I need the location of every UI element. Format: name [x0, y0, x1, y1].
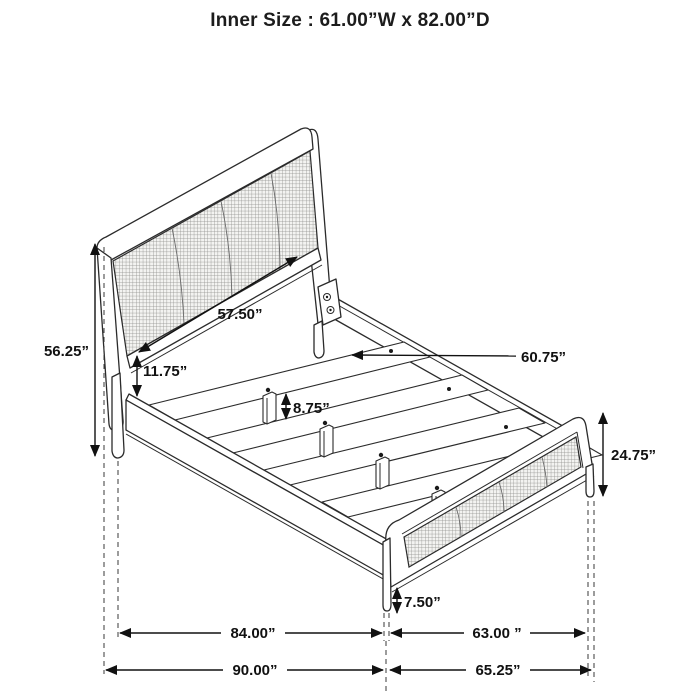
dim-label: 57.50” — [217, 306, 263, 323]
dim-label: 84.00” — [230, 625, 276, 642]
dim-label: 63.00 ” — [472, 625, 522, 642]
dim-label: 24.75” — [611, 447, 657, 464]
dim-overall-width — [390, 661, 591, 679]
support-leg — [376, 457, 389, 489]
dim-footboard-height — [603, 413, 656, 496]
dim-label: 7.50” — [404, 594, 441, 611]
dim-under-headboard — [137, 356, 187, 396]
dim-headboard-height — [44, 244, 95, 456]
footboard-left-leg — [383, 538, 391, 611]
dim-label: 56.25” — [43, 343, 89, 360]
dim-footboard-leg — [397, 588, 441, 613]
headboard-right-leg — [314, 321, 324, 358]
dim-label: 60.75” — [521, 349, 567, 366]
dim-inner-width — [391, 624, 585, 642]
headboard-rail-bracket — [318, 279, 341, 325]
footboard-right-leg — [586, 464, 594, 497]
page-title: Inner Size : 61.00”W x 82.00”D — [210, 10, 490, 31]
dim-overall-length — [106, 661, 383, 679]
dim-support-leg — [286, 394, 330, 419]
support-leg — [320, 425, 333, 457]
support-leg — [263, 392, 276, 424]
headboard-left-leg — [112, 373, 124, 458]
dim-label: 11.75” — [143, 363, 188, 380]
dim-inner-length — [120, 624, 382, 642]
dim-label: 65.25” — [475, 662, 521, 679]
dim-label: 8.75” — [293, 400, 330, 417]
dim-label: 90.00” — [232, 662, 278, 679]
